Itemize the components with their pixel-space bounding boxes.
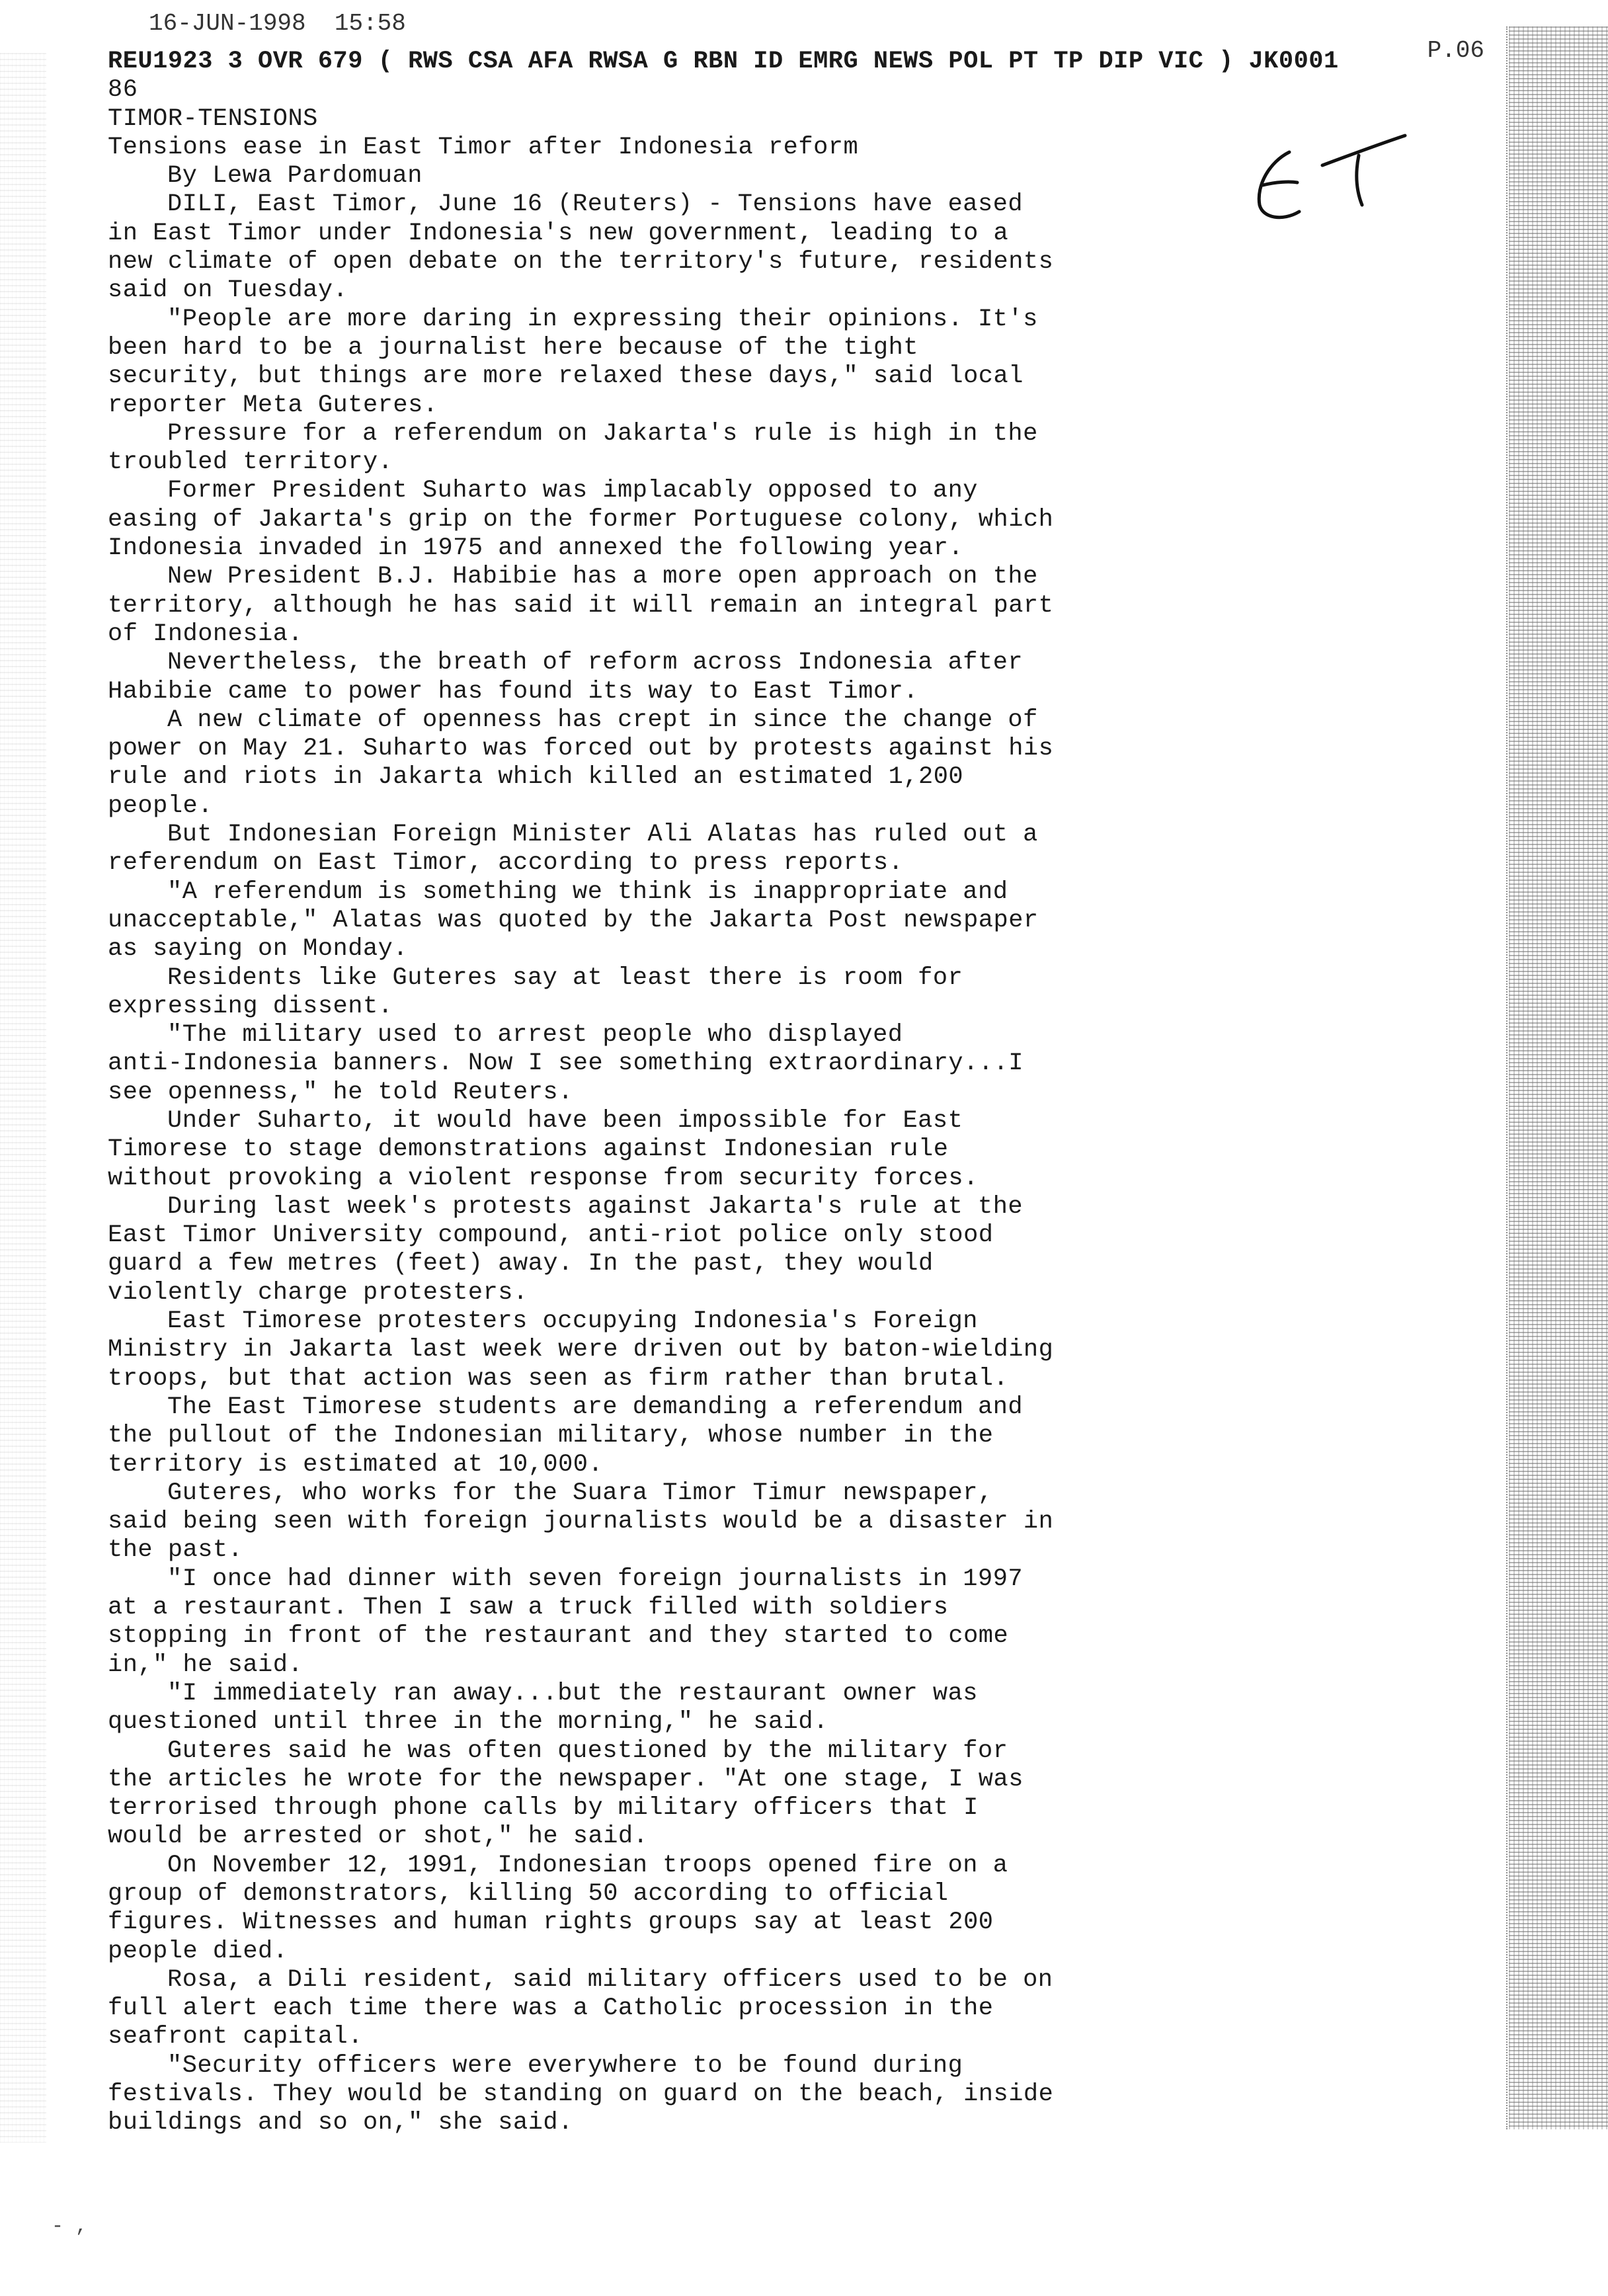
- body-line: new climate of open debate on the territory's future, residents: [108, 248, 1054, 276]
- body-line: anti-Indonesia banners. Now I see something extraordinary...I: [108, 1049, 1024, 1078]
- scan-noise-right-edge: [1509, 26, 1608, 2129]
- body-line: easing of Jakarta's grip on the former Portuguese colony, which: [108, 505, 1054, 534]
- wire-slug-line: REU1923 3 OVR 679 ( RWS CSA AFA RWSA G RBN ID EMRG NEWS POL PT TP DIP VIC ) JK0001: [108, 48, 1339, 75]
- body-line: see openness," he told Reuters.: [108, 1078, 573, 1106]
- fax-datetime: 16-JUN-1998 15:58: [149, 10, 406, 37]
- body-line: been hard to be a journalist here because of the tight: [108, 333, 918, 362]
- body-line: Timorese to stage demonstrations against Indonesian rule: [108, 1135, 949, 1164]
- body-line: said on Tuesday.: [108, 276, 348, 305]
- body-line: territory, although he has said it will remain an integral part: [108, 591, 1054, 620]
- body-line: buildings and so on," she said.: [108, 2109, 573, 2137]
- body-line: people died.: [108, 1937, 288, 1965]
- body-line: at a restaurant. Then I saw a truck filled with soldiers: [108, 1594, 949, 1622]
- body-line: A new climate of openness has crept in since the change of: [167, 706, 1038, 734]
- wire-slug-number: 86: [108, 76, 138, 104]
- body-line: without provoking a violent response from security forces.: [108, 1164, 979, 1192]
- body-line: Habibie came to power has found its way to East Timor.: [108, 677, 918, 706]
- body-line: During last week's protests against Jakarta's rule at the: [167, 1192, 1024, 1221]
- footer-mark: - ,: [52, 2215, 88, 2238]
- body-line: as saying on Monday.: [108, 935, 409, 964]
- story-headline: Tensions ease in East Timor after Indonesia reform: [108, 133, 859, 161]
- wire-story: [108, 48, 1377, 2138]
- body-line: power on May 21. Suharto was forced out by protests against his: [108, 735, 1054, 763]
- body-line: Former President Suharto was implacably opposed to any: [167, 477, 978, 505]
- body-line: security, but things are more relaxed these days," said local: [108, 362, 1024, 391]
- body-line: Under Suharto, it would have been impossible for East: [167, 1106, 963, 1135]
- body-line: "A referendum is something we think is inappropriate and: [167, 878, 1008, 906]
- body-line: East Timorese protesters occupying Indonesia's Foreign: [167, 1307, 978, 1336]
- body-line: Rosa, a Dili resident, said military officers used to be on: [167, 1965, 1053, 1994]
- body-line: New President B.J. Habibie has a more open approach on the: [167, 563, 1038, 591]
- body-line: "I immediately ran away...but the restaurant owner was: [167, 1679, 978, 1707]
- body-line: referendum on East Timor, according to press reports.: [108, 849, 904, 878]
- body-line: On November 12, 1991, Indonesian troops opened fire on a: [167, 1851, 1008, 1879]
- body-line: Nevertheless, the breath of reform across Indonesia after: [167, 649, 1024, 677]
- body-line: The East Timorese students are demanding a referendum and: [167, 1393, 1024, 1421]
- body-line: unacceptable," Alatas was quoted by the Jakarta Post newspaper: [108, 906, 1039, 934]
- body-line: terrorised through phone calls by military officers that I: [108, 1794, 979, 1823]
- body-line: troops, but that action was seen as firm rather than brutal.: [108, 1364, 1009, 1393]
- body-line: Indonesia invaded in 1975 and annexed the following year.: [108, 534, 964, 563]
- body-line: full alert each time there was a Catholic procession in the: [108, 1994, 994, 2023]
- body-line: expressing dissent.: [108, 992, 393, 1020]
- body-line: people.: [108, 792, 213, 820]
- body-line: questioned until three in the morning," he said.: [108, 1708, 828, 1737]
- story-topic: TIMOR-TENSIONS: [108, 104, 318, 133]
- body-line: stopping in front of the restaurant and they started to come: [108, 1622, 1009, 1651]
- body-line: "Security officers were everywhere to be found during: [167, 2051, 963, 2080]
- body-line: in," he said.: [108, 1651, 303, 1679]
- body-line: festivals. They would be standing on guard on the beach, inside: [108, 2080, 1054, 2109]
- body-line: DILI, East Timor, June 16 (Reuters) - Tensions have eased: [167, 190, 1024, 219]
- body-line: Pressure for a referendum on Jakarta's rule is high in the: [167, 419, 1038, 448]
- body-line: the pullout of the Indonesian military, whose number in the: [108, 1422, 994, 1450]
- body-line: reporter Meta Guteres.: [108, 391, 438, 419]
- body-line: group of demonstrators, killing 50 according to official: [108, 1880, 949, 1908]
- body-line: would be arrested or shot," he said.: [108, 1823, 649, 1851]
- body-line: seafront capital.: [108, 2023, 363, 2051]
- body-line: Ministry in Jakarta last week were driven out by baton-wielding: [108, 1336, 1054, 1364]
- body-line: figures. Witnesses and human rights groups say at least 200: [108, 1908, 994, 1937]
- story-byline: By Lewa Pardomuan: [167, 162, 422, 190]
- body-line: said being seen with foreign journalists would be a disaster in: [108, 1508, 1054, 1536]
- body-line: violently charge protesters.: [108, 1278, 528, 1307]
- body-line: rule and riots in Jakarta which killed an estimated 1,200: [108, 763, 964, 792]
- body-line: the past.: [108, 1536, 243, 1565]
- body-line: troubled territory.: [108, 448, 393, 477]
- body-line: of Indonesia.: [108, 620, 303, 648]
- body-line: the articles he wrote for the newspaper. "At one stage, I was: [108, 1765, 1024, 1793]
- body-line: East Timor University compound, anti-riot police only stood: [108, 1221, 994, 1250]
- body-line: territory is estimated at 10,000.: [108, 1450, 604, 1479]
- body-line: "People are more daring in expressing their opinions. It's: [167, 305, 1038, 333]
- body-line: Residents like Guteres say at least there is room for: [167, 964, 963, 992]
- body-line: Guteres said he was often questioned by the military for: [167, 1737, 1008, 1765]
- body-line: in East Timor under Indonesia's new government, leading to a: [108, 219, 1009, 247]
- body-line: Guteres, who works for the Suara Timor Timur newspaper,: [167, 1479, 993, 1507]
- body-line: guard a few metres (feet) away. In the past, they would: [108, 1250, 934, 1278]
- scan-noise-left-edge: [0, 53, 46, 2143]
- fax-page-number: P.06: [1427, 37, 1484, 64]
- body-line: "I once had dinner with seven foreign journalists in 1997: [167, 1565, 1024, 1593]
- body-line: "The military used to arrest people who displayed: [167, 1021, 903, 1049]
- body-line: But Indonesian Foreign Minister Ali Alatas has ruled out a: [167, 821, 1038, 849]
